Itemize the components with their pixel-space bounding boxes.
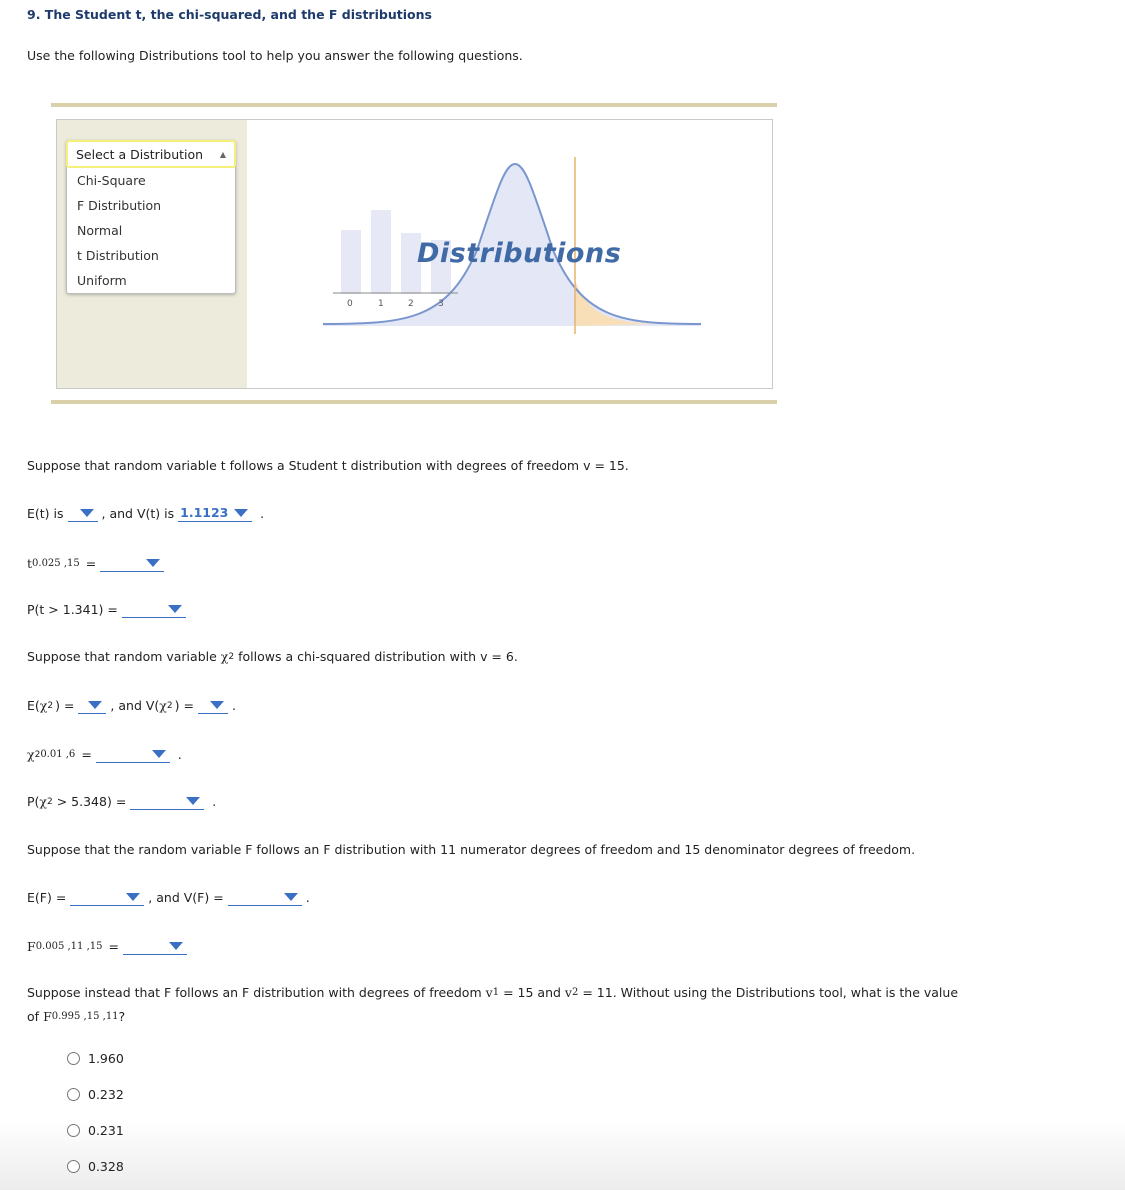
vt-label: , and V(t) is xyxy=(101,506,175,521)
chi-crit-sq: 2 xyxy=(34,749,41,760)
tool-sidebar xyxy=(57,120,247,388)
answer-option-label: 0.231 xyxy=(88,1123,124,1138)
answer-option-label: 0.328 xyxy=(88,1159,124,1174)
option-chi-square[interactable]: Chi-Square xyxy=(77,173,146,188)
logo-bar-2 xyxy=(371,210,391,294)
t-intro: Suppose that random variable t follows a Student t distribution with degrees of freedom v = 15. xyxy=(27,458,629,473)
f-v-end: . xyxy=(305,890,310,905)
axis-tick-2: 2 xyxy=(408,299,414,309)
distribution-select-label: Select a Distribution xyxy=(76,146,204,162)
t-crit-label: t xyxy=(27,556,33,571)
option-normal[interactable]: Normal xyxy=(77,223,123,238)
radio-button-icon[interactable] xyxy=(67,1088,80,1101)
dropdown-arrow-icon xyxy=(234,509,248,517)
chi-intro xyxy=(27,649,518,664)
f-v-label: , and V(F) = xyxy=(148,890,224,905)
axis-tick-1: 1 xyxy=(378,299,384,309)
t-critical-row xyxy=(27,555,168,572)
chi-e-label-a: E( xyxy=(27,698,40,713)
question-v2: v xyxy=(564,985,572,1000)
chi-prob-row xyxy=(27,793,216,810)
chi-crit-eq: = xyxy=(81,747,92,762)
radio-button-icon[interactable] xyxy=(67,1124,80,1137)
t-moments-row xyxy=(27,505,264,522)
caret-up-icon: ▲ xyxy=(219,149,226,159)
answer-option-label: 1.960 xyxy=(88,1051,124,1066)
t-crit-sub: 0.025 ,15 xyxy=(32,558,80,569)
chi-e-dropdown[interactable] xyxy=(78,697,106,714)
chi-sq-e: 2 xyxy=(47,700,54,711)
t-crit-dropdown[interactable] xyxy=(100,555,164,572)
chi-prob-sq: 2 xyxy=(47,796,53,807)
question-f: F xyxy=(43,1009,52,1024)
chi-v-label-b: ) = xyxy=(174,698,194,713)
dropdown-arrow-icon xyxy=(80,509,94,517)
answer-option-1[interactable] xyxy=(67,1051,124,1066)
tool-top-rule xyxy=(51,103,777,107)
answer-option-3[interactable] xyxy=(67,1123,124,1138)
option-t-distribution[interactable]: t Distribution xyxy=(77,248,159,263)
chi-prob-b: > 5.348) = xyxy=(56,794,127,809)
f-intro: Suppose that the random variable F follows an F distribution with 11 numerator degrees of freedom and 15 denominator degrees of freedom. xyxy=(27,842,916,857)
question-line-2 xyxy=(27,1009,125,1024)
chi-v-dropdown[interactable] xyxy=(198,697,228,714)
dropdown-arrow-icon xyxy=(152,750,166,758)
chi-moments-row xyxy=(27,697,236,714)
chi-sq: 2 xyxy=(228,651,235,662)
footer-shade xyxy=(0,1120,1125,1190)
axis-tick-0: 0 xyxy=(347,299,353,309)
vt-end: . xyxy=(260,506,265,521)
chi-crit-sub: 0.01 ,6 xyxy=(40,749,76,760)
f-moments-row xyxy=(27,889,310,906)
dropdown-arrow-icon xyxy=(284,893,298,901)
vt-value: 1.1123 xyxy=(180,505,229,520)
f-crit-label: F xyxy=(27,939,36,954)
f-crit-sub: 0.005 ,11 ,15 xyxy=(35,941,103,952)
distributions-tool xyxy=(56,119,773,389)
chi-sq-v: 2 xyxy=(166,700,173,711)
chi-crit-end: . xyxy=(177,747,182,762)
chi-v-end: . xyxy=(231,698,236,713)
f-crit-dropdown[interactable] xyxy=(123,938,187,955)
distributions-logo-title: Distributions xyxy=(417,238,622,269)
chi-symbol: χ xyxy=(220,649,229,664)
f-e-dropdown[interactable] xyxy=(70,889,144,906)
question-v1-sub: 1 xyxy=(492,987,500,998)
chi-prob-end: . xyxy=(212,794,217,809)
f-crit-eq: = xyxy=(108,939,119,954)
tool-bottom-rule xyxy=(51,400,777,404)
chi-intro-b: follows a chi-squared distribution with v = 6. xyxy=(238,649,518,664)
chi-prob-dropdown[interactable] xyxy=(130,793,204,810)
dropdown-arrow-icon xyxy=(186,797,200,805)
page-title: 9. The Student t, the chi-squared, and the F distributions xyxy=(27,7,432,22)
et-dropdown[interactable] xyxy=(68,505,98,522)
dropdown-arrow-icon xyxy=(88,701,102,709)
question-v1: v xyxy=(485,985,493,1000)
distributions-logo xyxy=(247,120,772,388)
answer-option-4[interactable] xyxy=(67,1159,124,1174)
t-prob-row xyxy=(27,601,190,618)
intro-text: Use the following Distributions tool to help you answer the following questions. xyxy=(27,48,523,63)
question-line2-b: ? xyxy=(118,1009,126,1024)
f-e-label: E(F) = xyxy=(27,890,67,905)
et-label: E(t) is xyxy=(27,506,64,521)
chi-symbol-v: χ xyxy=(159,698,167,713)
logo-bar-1 xyxy=(341,230,361,294)
answer-option-2[interactable] xyxy=(67,1087,124,1102)
chi-prob-a: P( xyxy=(27,794,40,809)
distribution-dropdown[interactable] xyxy=(66,140,236,294)
chi-intro-a: Suppose that random variable xyxy=(27,649,217,664)
chi-prob-symbol: χ xyxy=(39,794,47,809)
t-crit-eq: = xyxy=(85,556,97,571)
question-line2-a: of xyxy=(27,1009,40,1024)
question-line-1 xyxy=(27,985,958,1000)
dropdown-arrow-icon xyxy=(169,942,183,950)
f-v-dropdown[interactable] xyxy=(228,889,302,906)
chi-v-label-a: , and V( xyxy=(110,698,160,713)
question-line1-c: = 11. Without using the Distributions tool, what is the value xyxy=(582,985,959,1000)
dropdown-arrow-icon xyxy=(210,701,224,709)
dropdown-arrow-icon xyxy=(168,605,182,613)
option-uniform[interactable]: Uniform xyxy=(77,273,127,288)
chi-symbol-e: χ xyxy=(39,698,48,713)
dropdown-arrow-icon xyxy=(146,559,160,567)
radio-button-icon[interactable] xyxy=(67,1052,80,1065)
question-line1-b: = 15 and xyxy=(503,985,561,1000)
distribution-select[interactable] xyxy=(66,140,236,168)
f-critical-row xyxy=(27,938,191,955)
question-line1-a: Suppose instead that F follows an F distribution with degrees of freedom xyxy=(27,985,482,1000)
question-f-sub: 0.995 ,15 ,11 xyxy=(51,1011,119,1022)
vt-dropdown[interactable] xyxy=(178,505,252,522)
chi-crit-symbol: χ xyxy=(27,747,35,762)
axis-tick-3: 3 xyxy=(438,299,444,309)
t-prob-dropdown[interactable] xyxy=(122,601,186,618)
answer-option-label: 0.232 xyxy=(88,1087,124,1102)
chi-crit-dropdown[interactable] xyxy=(96,746,170,763)
radio-button-icon[interactable] xyxy=(67,1160,80,1173)
dropdown-arrow-icon xyxy=(126,893,140,901)
question-v2-sub: 2 xyxy=(571,987,579,998)
option-f-distribution[interactable]: F Distribution xyxy=(77,198,162,213)
chi-critical-row xyxy=(27,746,182,763)
t-prob-label: P(t > 1.341) = xyxy=(27,602,118,617)
chi-e-label-b: ) = xyxy=(55,698,75,713)
